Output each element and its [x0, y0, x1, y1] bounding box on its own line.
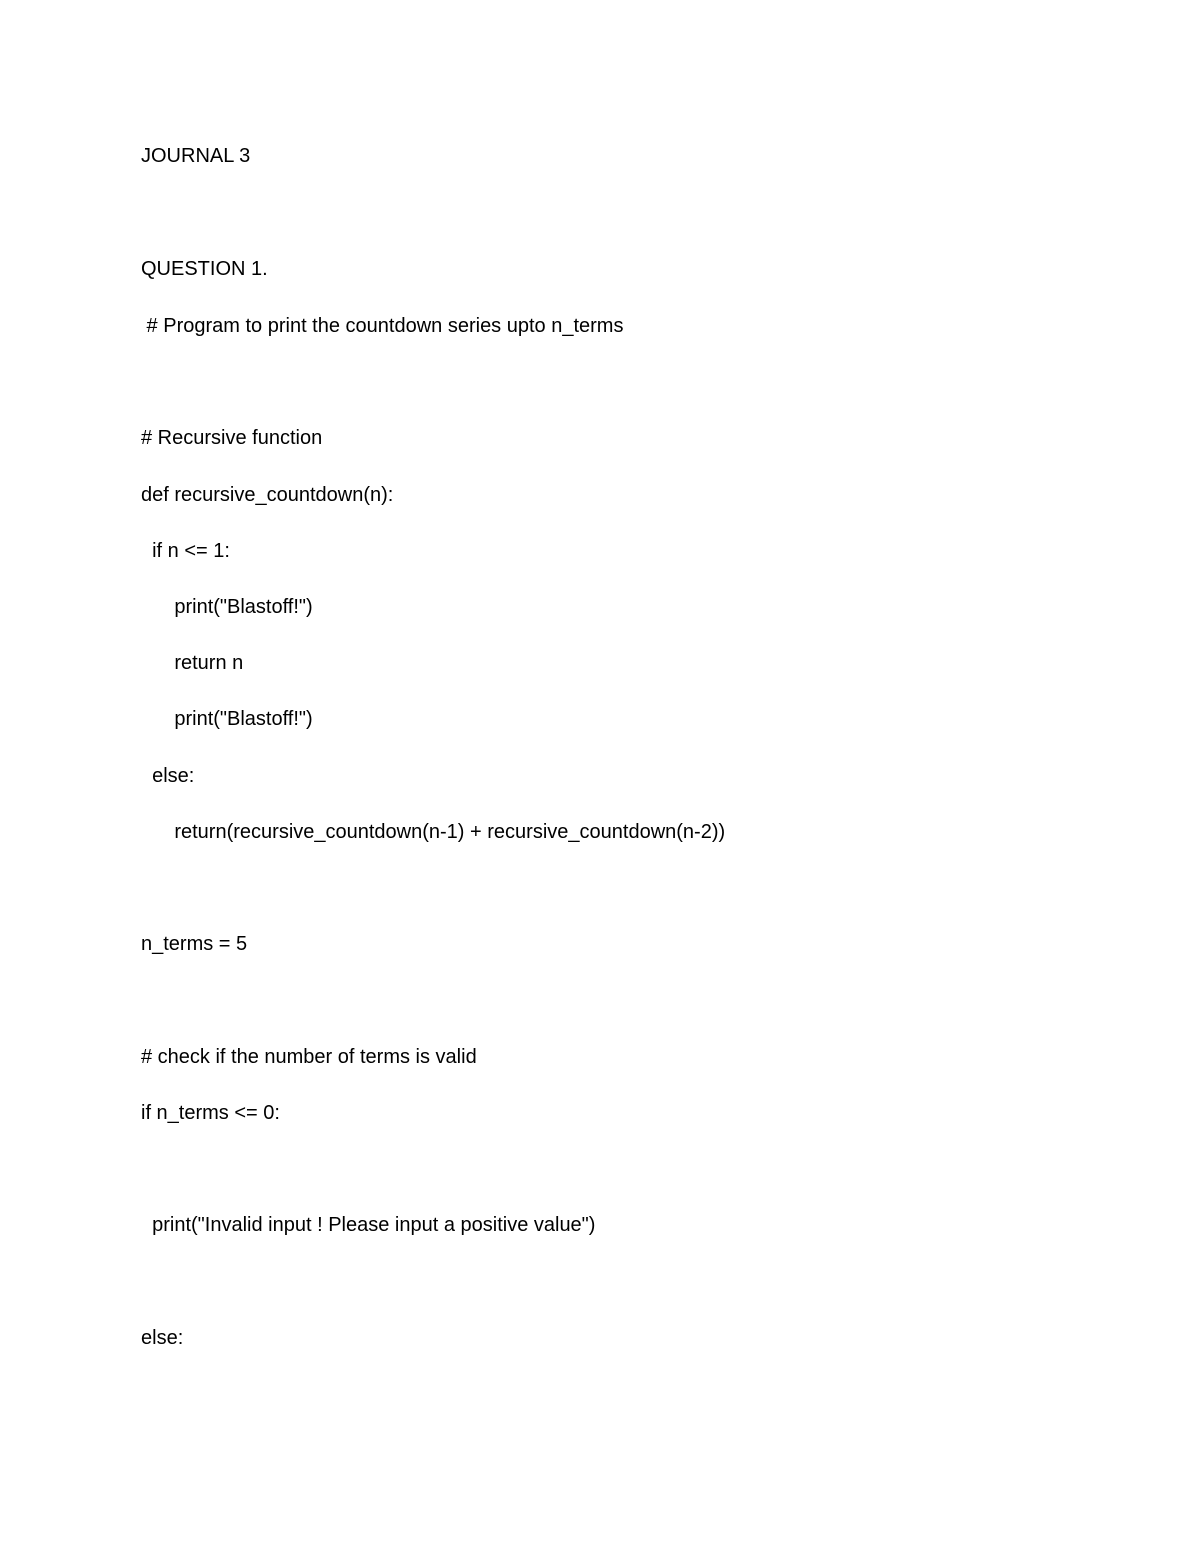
code-line: print("Invalid input ! Please input a positive value") — [141, 1214, 596, 1236]
code-line: # Program to print the countdown series upto n_terms — [141, 315, 624, 337]
code-line: if n <= 1: — [141, 540, 230, 562]
code-line: return(recursive_countdown(n-1) + recursive_countdown(n-2)) — [141, 821, 726, 843]
code-line: def recursive_countdown(n): — [141, 484, 394, 506]
code-line: print("Blastoff!") — [141, 708, 313, 730]
code-line: # check if the number of terms is valid — [141, 1046, 477, 1068]
code-line: else: — [141, 765, 195, 787]
code-line: print("Blastoff!") — [141, 596, 313, 618]
document-title: JOURNAL 3 — [141, 145, 251, 167]
code-line: else: — [141, 1327, 184, 1349]
question-heading: QUESTION 1. — [141, 258, 268, 280]
code-line: n_terms = 5 — [141, 933, 248, 955]
code-line: # Recursive function — [141, 427, 323, 449]
code-line: if n_terms <= 0: — [141, 1102, 280, 1124]
code-line: return n — [141, 652, 244, 674]
